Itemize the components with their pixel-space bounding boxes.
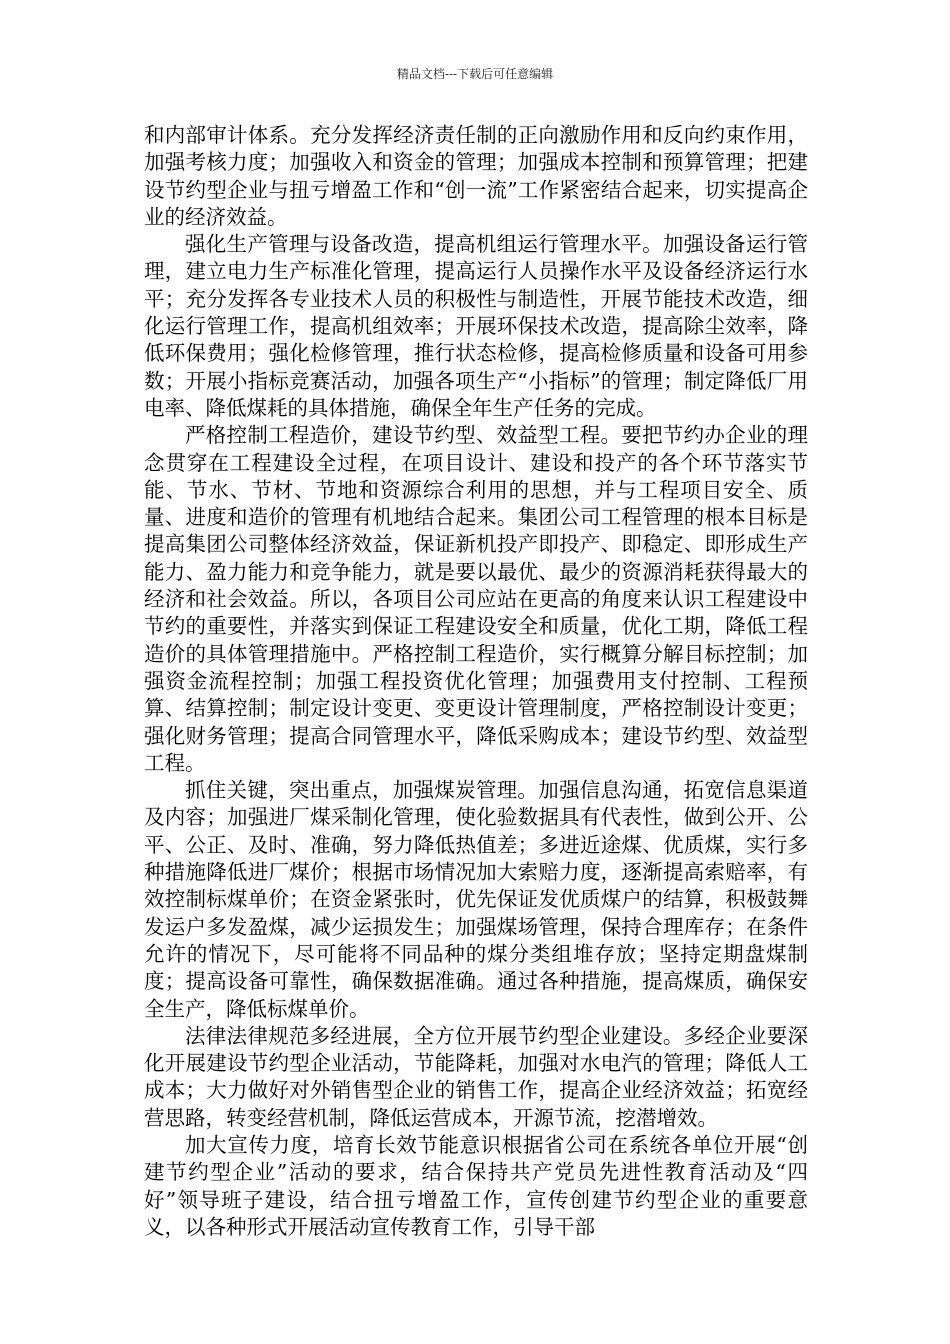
paragraph-audit: 和内部审计体系。充分发挥经济责任制的正向激励作用和反向约束作用，加强考核力度；加强收入和资金的管理；加强成本控制和预算管理；把建设节约型企业与扭亏增盈工作和“创一流”工作紧密结合起来，切实提高企业的经济效益。 (144, 123, 808, 229)
document-body (144, 122, 808, 1241)
paragraph-coal-management: 抓住关键，突出重点，加强煤炭管理。加强信息沟通，拓宽信息渠道及内容；加强进厂煤采制化管理，使化验数据具有代表性，做到公开、公平、公正、及时、准确，努力降低热值差；多进近途煤、优质煤，实行多种措施降低进厂煤价；根据市场情况加大索赔力度，逐渐提高索赔率，有效控制标煤单价；在资金紧张时，优先保证发优质煤户的结算，积极鼓舞发运户多发盈煤，减少运损发生；加强煤场管理，保持合理库存；在条件允许的情况下，尽可能将不同品种的煤分类组堆存放；坚持定期盘煤制度；提高设备可靠性，确保数据准确。通过各种措施，提高煤质，确保安全生产，降低标煤单价。 (144, 778, 808, 1021)
paragraph-publicity: 加大宣传力度，培育长效节能意识根据省公司在系统各单位开展“创建节约型企业”活动的要求，结合保持共产党员先进性教育活动及“四好”领导班子建设，结合扭亏增盈工作，宣传创建节约型企业的重要意义，以各种形式开展活动宣传教育工作，引导干部 (144, 1132, 808, 1239)
page-header: 精品文档---下载后可任意编辑 (396, 67, 554, 81)
paragraph-production-management: 强化生产管理与设备改造，提高机组运行管理水平。加强设备运行管理，建立电力生产标准化管理，提高运行人员操作水平及设备经济运行水平；充分发挥各专业技术人员的积极性与制造性，开展节能技术改造，细化运行管理工作，提高机组效率；开展环保技术改造，提高除尘效率，降低环保费用；强化检修管理，推行状态检修，提高检修质量和设备可用参数；开展小指标竞赛活动，加强各项生产“小指标”的管理；制定降低厂用电率、降低煤耗的具体措施，确保全年生产任务的完成。 (144, 232, 808, 420)
paragraph-engineering-cost: 严格控制工程造价，建设节约型、效益型工程。要把节约办企业的理念贯穿在工程建设全过程，在项目设计、建设和投产的各个环节落实节能、节水、节材、节地和资源综合利用的思想，并与工程项目安全、质量、进度和造价的管理有机地结合起来。集团公司工程管理的根本目标是提高集团公司整体经济效益，保证新机投产即投产、即稳定、即形成生产能力、盈力能力和竞争能力，就是要以最优、最少的资源消耗获得最大的经济和社会效益。所以，各项目公司应站在更高的角度来认识工程建设中节约的重要性，并落实到保证工程建设安全和质量，优化工期，降低工程造价的具体管理措施中。严格控制工程造价，实行概算分解目标控制；加强资金流程控制；加强工程投资优化管理；加强费用支付控制、工程预算、结算控制；制定设计变更、变更设计管理制度，严格控制设计变更；强化财务管理；提高合同管理水平，降低采购成本；建设节约型、效益型工程。 (144, 423, 808, 775)
paragraph-diversified-business: 法律法律规范多经进展，全方位开展节约型企业建设。多经企业要深化开展建设节约型企业活动，节能降耗，加强对水电汽的管理；降低人工成本；大力做好对外销售型企业的销售工作，提高企业经济效益；拓宽经营思路，转变经营机制，降低运营成本，开源节流，挖潜增效。 (144, 1023, 808, 1130)
